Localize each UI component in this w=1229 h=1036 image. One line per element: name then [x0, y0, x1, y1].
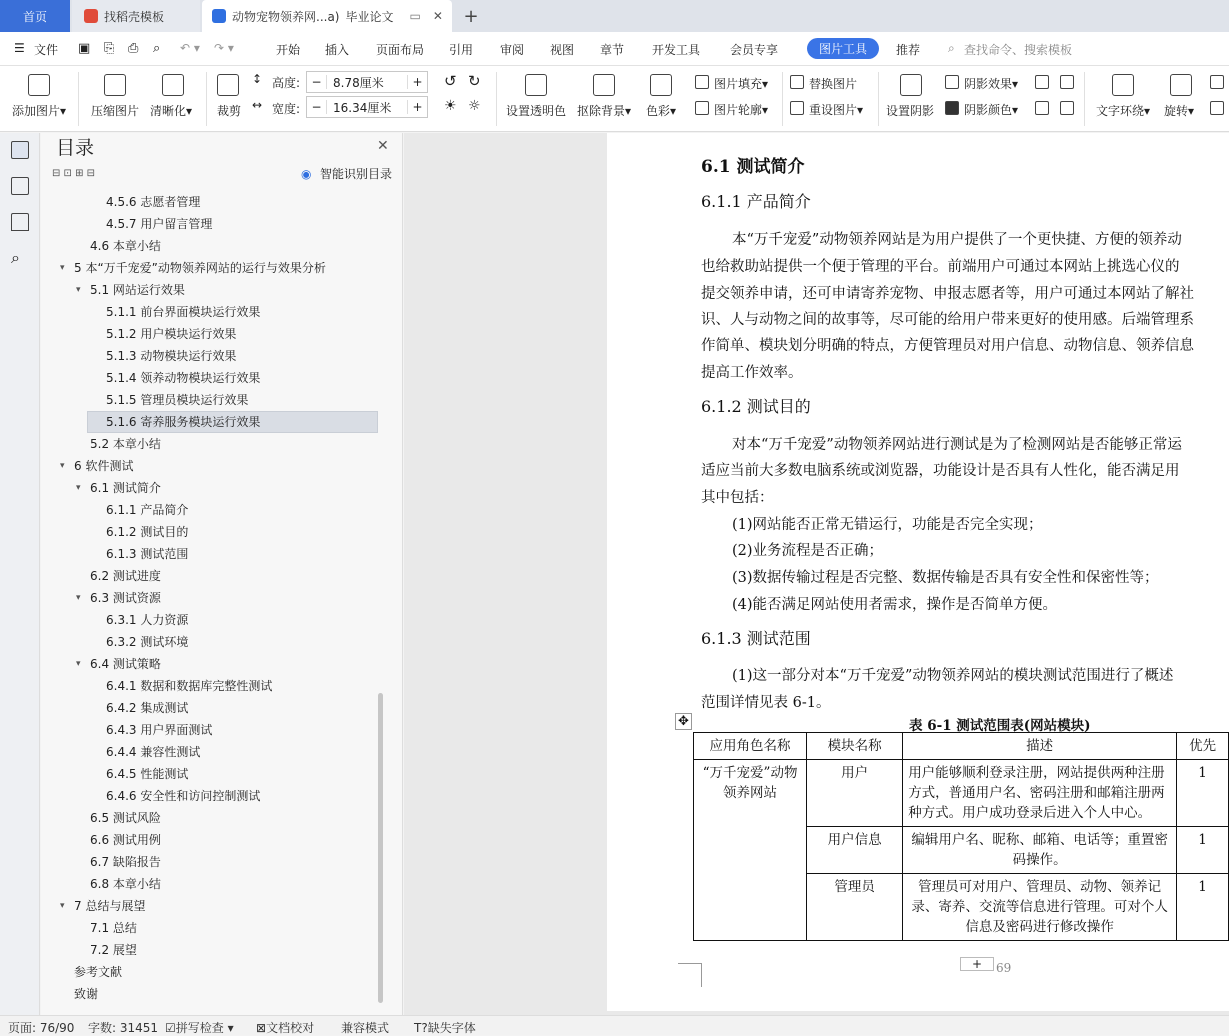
writer-logo-icon — [212, 9, 226, 23]
add-page-button[interactable]: + — [960, 957, 994, 971]
height-icon: ↕ — [252, 72, 263, 86]
menu-bar — [0, 32, 1229, 66]
toc-item[interactable]: 4.5.7 用户留言管理 — [106, 217, 213, 231]
table-header-row — [694, 733, 1229, 760]
test-scope-table — [693, 732, 1229, 941]
rotate-icon — [1170, 74, 1192, 96]
image-fill-button[interactable]: 图片填充▾ — [714, 77, 769, 91]
toc-item[interactable]: 6.1.1 产品简介 — [106, 503, 189, 517]
redo-icon[interactable]: ↷ ▾ — [214, 41, 234, 55]
replace-image-button[interactable]: 替换图片 — [809, 77, 858, 91]
page-corner-mark — [678, 963, 702, 987]
menu-member[interactable]: 会员专享 — [730, 43, 779, 57]
status-bar — [0, 1015, 1229, 1035]
text-wrap-label: 文字环绕 — [1096, 104, 1145, 118]
toc-scrollbar[interactable] — [378, 693, 383, 1003]
shadow-right-icon[interactable] — [1060, 101, 1074, 115]
collapse-toggle-icon[interactable]: ▾ — [60, 263, 65, 273]
tab-close-icon[interactable]: ✕ — [432, 9, 443, 23]
table-row — [694, 760, 1229, 827]
table-header-cell: 描述 — [903, 733, 1177, 760]
spell-check-label: 拼写检查 — [175, 1021, 224, 1035]
table-header-cell: 模块名称 — [807, 733, 903, 760]
collapse-toggle-icon[interactable]: ▾ — [76, 483, 81, 493]
collapse-toggle-icon[interactable]: ▾ — [76, 285, 81, 295]
page-indicator[interactable]: 页面: 76/90 — [8, 1021, 75, 1035]
print-icon[interactable]: ⎙ — [128, 41, 139, 56]
toc-item[interactable]: 5.1 网站运行效果 — [90, 283, 185, 297]
add-image-button[interactable]: 添加图片▾ — [12, 104, 67, 118]
heading-6-1: 6.1 测试简介 — [701, 157, 805, 177]
table-cell-priority: 1 — [1177, 760, 1229, 827]
set-shadow-button[interactable]: 设置阴影 — [886, 104, 935, 118]
rotate-left-icon[interactable]: ↺ — [444, 72, 457, 90]
width-stepper[interactable] — [306, 96, 428, 118]
search-icon[interactable]: ⌕ — [11, 248, 20, 267]
toc-item[interactable]: 5.1.3 动物模块运行效果 — [106, 349, 237, 363]
remove-background-button[interactable]: 抠除背景▾ — [577, 104, 632, 118]
divider — [206, 72, 207, 126]
collapse-all-icon[interactable]: ⊟ ⊡ ⊞ ⊟ — [52, 168, 96, 179]
table-cell-priority: 1 — [1177, 874, 1229, 941]
proofread-label: 文档校对 — [266, 1021, 315, 1035]
table-caption: 表 6-1 测试范围表(网站模块) — [909, 718, 1091, 734]
toc-item[interactable]: 6 软件测试 — [74, 459, 134, 473]
list-item: (4)能否满足网站使用者需求，操作是否简单方便。 — [732, 597, 1058, 613]
tab-document-suffix: 毕业论文 — [345, 9, 394, 24]
tab-pin-icon[interactable]: ▭ — [409, 9, 421, 23]
toc-item[interactable]: 6.2 测试进度 — [90, 569, 161, 583]
height-label: 高度: — [272, 76, 301, 90]
shadow-color-label: 阴影颜色 — [964, 103, 1013, 117]
smart-toc-icon: ◉ — [301, 167, 312, 181]
divider — [78, 72, 79, 126]
undo-icon[interactable]: ↶ ▾ — [180, 41, 200, 55]
group-icon[interactable] — [1210, 101, 1224, 115]
shadow-up-icon[interactable] — [1035, 75, 1049, 89]
width-icon: ↔ — [252, 98, 263, 112]
table-move-handle-icon[interactable]: ✥ — [675, 713, 692, 730]
color-icon — [650, 74, 672, 96]
paragraph-line: 本“万千宠爱”动物领养网站是为用户提供了一个更快捷、方便的领养动 — [732, 232, 1182, 248]
reset-image-icon — [790, 101, 804, 115]
collapse-toggle-icon[interactable]: ▾ — [76, 659, 81, 669]
reset-image-label: 重设图片 — [809, 103, 858, 117]
image-outline-icon — [695, 101, 709, 115]
toc-item[interactable]: 6.4.3 用户界面测试 — [106, 723, 213, 737]
toc-item[interactable]: 参考文献 — [74, 965, 123, 979]
new-tab-button[interactable]: + — [463, 5, 479, 27]
sharpen-label: 清晰化 — [150, 104, 187, 118]
divider — [878, 72, 879, 126]
toc-item[interactable]: 4.5.6 志愿者管理 — [106, 195, 201, 209]
table-cell-module: 管理员 — [807, 874, 903, 941]
compress-image-icon — [104, 74, 126, 96]
menu-review[interactable]: 审阅 — [500, 43, 525, 57]
toc-item[interactable]: 6.4.5 性能测试 — [106, 767, 189, 781]
proofread-icon: ⊠ — [256, 1021, 267, 1035]
tab-template-label: 找稻壳模板 — [104, 9, 165, 24]
toc-item[interactable]: 6.4 测试策略 — [90, 657, 161, 671]
toc-item[interactable]: 7.1 总结 — [90, 921, 137, 935]
paragraph-line: 识、人与动物之间的故事等，尽可能的给用户带来更好的使用感。后端管理系 — [701, 312, 1194, 328]
brightness-down-icon[interactable]: ☼ — [468, 98, 481, 114]
shadow-effect-button[interactable]: 阴影效果▾ — [964, 77, 1019, 91]
spell-check-button[interactable]: ☑拼写检查 ▾ — [165, 1021, 234, 1035]
remove-background-icon — [593, 74, 615, 96]
paragraph-line: 作简单、模块划分明确的特点，方便管理员对用户信息、动物信息、领养信息 — [701, 338, 1194, 354]
table-header-cell: 优先 — [1177, 733, 1229, 760]
menu-start[interactable]: 开始 — [276, 43, 301, 57]
toc-icon[interactable] — [11, 141, 29, 159]
table-cell-module: 用户 — [807, 760, 903, 827]
rotate-label: 旋转 — [1164, 104, 1189, 118]
toc-item[interactable]: 6.4.2 集成测试 — [106, 701, 189, 715]
paragraph-line: 提高工作效率。 — [701, 365, 803, 381]
menu-file[interactable]: 文件 — [34, 43, 59, 57]
compress-image-button[interactable]: 压缩图片 — [91, 104, 140, 118]
tab-home-label: 首页 — [22, 9, 47, 24]
toc-item[interactable]: 6.8 本章小结 — [90, 877, 161, 891]
shadow-color-icon — [945, 101, 959, 115]
height-increase-button[interactable]: + — [407, 75, 427, 89]
toc-item[interactable]: 6.4.1 数据和数据库完整性测试 — [106, 679, 273, 693]
toc-item[interactable]: 6.7 缺陷报告 — [90, 855, 161, 869]
menu-developer[interactable]: 开发工具 — [652, 43, 701, 57]
rotate-right-icon[interactable]: ↻ — [468, 72, 481, 90]
toc-item[interactable]: 5.1.4 领养动物模块运行效果 — [106, 371, 261, 385]
transparent-color-icon — [525, 74, 547, 96]
width-decrease-button[interactable]: − — [307, 100, 327, 114]
toc-item[interactable]: 6.1 测试简介 — [90, 481, 161, 495]
width-increase-button[interactable]: + — [407, 100, 427, 114]
height-decrease-button[interactable]: − — [307, 75, 327, 89]
missing-font-label: 缺失字体 — [427, 1021, 476, 1035]
collapse-toggle-icon[interactable]: ▾ — [60, 901, 65, 911]
shadow-left-icon[interactable] — [1035, 101, 1049, 115]
toc-item[interactable]: 5.1.5 管理员模块运行效果 — [106, 393, 249, 407]
export-pdf-icon[interactable]: ⎘ — [104, 41, 115, 56]
checkbox-icon: ☑ — [165, 1021, 176, 1035]
search-icon: ⌕ — [948, 41, 955, 55]
bookmark-icon[interactable] — [11, 213, 29, 231]
list-item: (1)网站能否正常无错运行，功能是否完全实现； — [732, 517, 1043, 533]
menu-chapter[interactable]: 章节 — [600, 43, 625, 57]
menu-recommend[interactable]: 推荐 — [896, 43, 921, 57]
command-search-input[interactable]: 查找命令、搜索模板 — [964, 43, 1073, 57]
tab-home[interactable] — [0, 0, 70, 32]
table-cell-desc: 管理员可对用户、管理员、动物、领养记录、寄养、交流等信息进行管理。可对个人信息及密码进行修改操作 — [903, 874, 1177, 941]
remove-background-label: 抠除背景 — [577, 104, 626, 118]
text-wrap-button[interactable]: 文字环绕▾ — [1096, 104, 1151, 118]
crop-icon — [217, 74, 239, 96]
menu-reference[interactable]: 引用 — [449, 43, 474, 57]
table-cell-module: 用户信息 — [807, 827, 903, 874]
shadow-color-button[interactable]: 阴影颜色▾ — [964, 103, 1019, 117]
proofread-button[interactable] — [256, 1019, 314, 1036]
table-cell-role: “万千宠爱”动物领养网站 — [694, 760, 807, 941]
toc-item[interactable]: 5.1.1 前台界面模块运行效果 — [106, 305, 261, 319]
collapse-toggle-icon[interactable]: ▾ — [60, 461, 65, 471]
image-outline-button[interactable]: 图片轮廓▾ — [714, 103, 769, 117]
add-image-label: 添加图片 — [12, 104, 61, 118]
paragraph-line: 范围详情见表 6-1。 — [701, 695, 831, 711]
toc-item[interactable]: 6.1.3 测试范围 — [106, 547, 189, 561]
hamburger-icon[interactable]: ☰ — [14, 41, 25, 55]
page-number: 69 — [996, 961, 1012, 975]
picture-tools-ribbon — [0, 66, 1229, 132]
table-cell-desc: 用户能够顺利登录注册，网站提供两种注册方式，普通用户名、密码注册和邮箱注册两种方式。用户成功登录后进入个人中心。 — [903, 760, 1177, 827]
rotate-button[interactable]: 旋转▾ — [1164, 104, 1195, 118]
print-preview-icon[interactable]: ⌕ — [153, 41, 161, 56]
toc-item[interactable]: 7.2 展望 — [90, 943, 137, 957]
toc-item[interactable]: 6.4.4 兼容性测试 — [106, 745, 201, 759]
text-wrap-icon — [1112, 74, 1134, 96]
toc-item[interactable]: 6.5 测试风险 — [90, 811, 161, 825]
toc-item[interactable]: 致谢 — [74, 987, 99, 1001]
list-item: (3)数据传输过程是否完整、数据传输是否具有安全性和保密性等； — [732, 570, 1159, 586]
toc-item[interactable]: 5 本“万千宠爱”动物领养网站的运行与效果分析 — [74, 261, 326, 275]
paragraph-line: 适应当前大多数电脑系统或浏览器，功能设计是否具有人性化，能否满足用 — [701, 463, 1180, 479]
image-outline-label: 图片轮廓 — [714, 103, 763, 117]
paragraph-line: 对本“万千宠爱”动物领养网站进行测试是为了检测网站是否能够正常运 — [732, 437, 1182, 453]
menu-view[interactable]: 视图 — [550, 43, 575, 57]
missing-font-icon: T? — [414, 1021, 428, 1035]
table-header-cell: 应用角色名称 — [694, 733, 807, 760]
color-label: 色彩 — [646, 104, 671, 118]
table-cell-priority: 1 — [1177, 827, 1229, 874]
toc-item[interactable]: 5.1.6 寄养服务模块运行效果 — [106, 415, 261, 429]
add-image-icon — [28, 74, 50, 96]
toc-item[interactable]: 6.4.6 安全性和访问控制测试 — [106, 789, 261, 803]
width-input[interactable]: 16.34厘米 — [333, 100, 392, 115]
image-fill-label: 图片填充 — [714, 77, 763, 91]
toc-item[interactable]: 6.1.2 测试目的 — [106, 525, 189, 539]
shadow-effect-icon — [945, 75, 959, 89]
side-panel-strip — [0, 133, 40, 1015]
tab-template[interactable] — [72, 0, 200, 32]
reset-image-button[interactable]: 重设图片▾ — [809, 103, 864, 117]
height-input[interactable]: 8.78厘米 — [333, 75, 384, 90]
divider — [782, 72, 783, 126]
sharpen-button[interactable]: 清晰化▾ — [150, 104, 193, 118]
menu-picture-tools[interactable]: 图片工具 — [807, 38, 879, 59]
paragraph-line: (1)这一部分对本“万千宠爱”动物领养网站的模块测试范围进行了概述 — [732, 668, 1174, 684]
close-icon[interactable]: ✕ — [377, 138, 389, 154]
toc-title: 目录 — [56, 137, 95, 159]
replace-image-icon — [790, 75, 804, 89]
compat-mode[interactable]: 兼容模式 — [341, 1021, 390, 1035]
list-item: (2)业务流程是否正确； — [732, 543, 884, 559]
heading-6-1-3: 6.1.3 测试范围 — [701, 629, 811, 648]
paragraph-line: 提交领养申请，还可申请寄养宠物、申报志愿者等，用户可通过本网站了解社 — [701, 286, 1194, 302]
tab-document-label: 动物宠物领养网...a) — [232, 9, 340, 24]
toc-item[interactable]: 5.1.2 用户模块运行效果 — [106, 327, 237, 341]
align-icon[interactable] — [1210, 75, 1224, 89]
height-stepper[interactable] — [306, 71, 428, 93]
toc-panel — [41, 133, 403, 1015]
set-transparent-button[interactable]: 设置透明色 — [506, 104, 567, 118]
toc-item[interactable]: 6.3.1 人力资源 — [106, 613, 189, 627]
paragraph-line: 其中包括： — [701, 490, 774, 506]
toc-item[interactable]: 7 总结与展望 — [74, 899, 146, 913]
tab-bar — [0, 0, 1229, 32]
menu-page-layout[interactable]: 页面布局 — [376, 43, 425, 57]
crop-button[interactable]: 裁剪 — [217, 104, 242, 118]
divider — [1084, 72, 1085, 126]
missing-font-button[interactable] — [414, 1019, 476, 1036]
table-cell-desc: 编辑用户名、昵称、邮箱、电话等；重置密码操作。 — [903, 827, 1177, 874]
set-shadow-icon — [900, 74, 922, 96]
color-button[interactable]: 色彩▾ — [646, 104, 677, 118]
image-fill-icon — [695, 75, 709, 89]
toc-item[interactable]: 5.2 本章小结 — [90, 437, 161, 451]
sharpen-icon — [162, 74, 184, 96]
collapse-toggle-icon[interactable]: ▾ — [76, 593, 81, 603]
toc-item[interactable]: 6.3 测试资源 — [90, 591, 161, 605]
toc-item[interactable]: 4.6 本章小结 — [90, 239, 161, 253]
menu-insert[interactable]: 插入 — [325, 43, 350, 57]
toc-item[interactable]: 6.6 测试用例 — [90, 833, 161, 847]
heading-6-1-2: 6.1.2 测试目的 — [701, 397, 811, 416]
tab-document[interactable] — [202, 0, 452, 32]
smart-toc-button[interactable]: 智能识别目录 — [320, 167, 393, 181]
divider — [496, 72, 497, 126]
paragraph-line: 也给救助站提供一个便于管理的平台。前端用户可通过本网站上挑选心仪的 — [701, 259, 1180, 275]
save-icon[interactable]: ▣ — [78, 41, 91, 56]
heading-6-1-1: 6.1.1 产品简介 — [701, 192, 811, 211]
brightness-up-icon[interactable]: ☀ — [444, 98, 457, 114]
shadow-effect-label: 阴影效果 — [964, 77, 1013, 91]
word-count[interactable]: 字数: 31451 — [88, 1021, 159, 1035]
navigation-icon[interactable] — [11, 177, 29, 195]
shadow-down-icon[interactable] — [1060, 75, 1074, 89]
docer-logo-icon — [84, 9, 98, 23]
width-label: 宽度: — [272, 102, 301, 116]
toc-item[interactable]: 6.3.2 测试环境 — [106, 635, 189, 649]
